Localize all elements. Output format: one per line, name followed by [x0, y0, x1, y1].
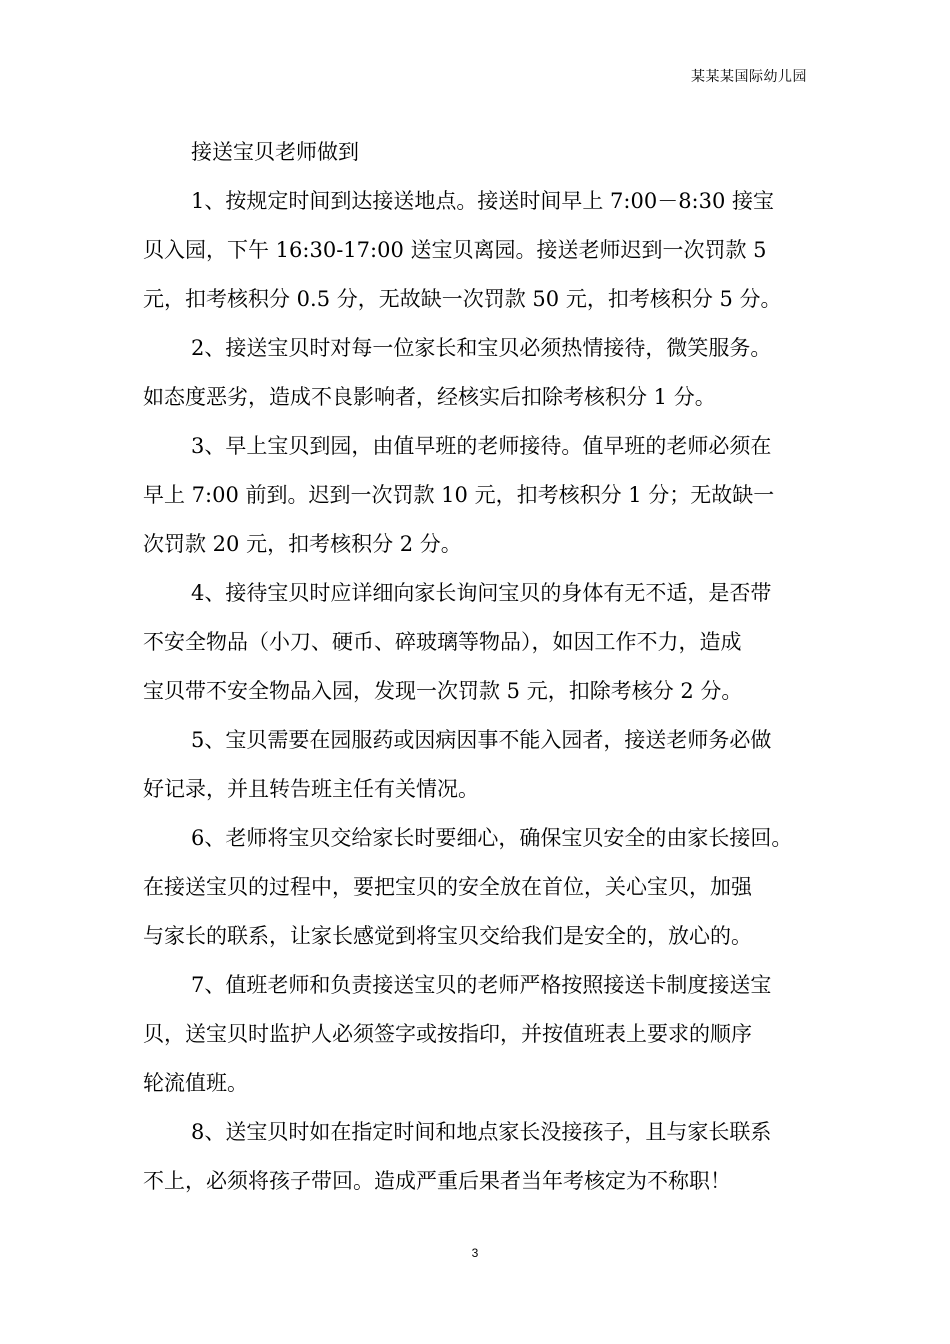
paragraph-line: 贝入园，下午 16:30-17:00 送宝贝离园。接送老师迟到一次罚款 5	[143, 238, 767, 262]
paragraph-line: 宝贝带不安全物品入园，发现一次罚款 5 元，扣除考核分 2 分。	[143, 679, 743, 703]
paragraph-6	[143, 818, 808, 965]
paragraph-line: 2、接送宝贝时对每一位家长和宝贝必须热情接待，微笑服务。	[191, 336, 772, 360]
paragraph-line: 不上，必须将孩子带回。造成严重后果者当年考核定为不称职！	[143, 1169, 731, 1193]
paragraph-line: 轮流值班。	[143, 1071, 248, 1095]
paragraph-5	[143, 720, 808, 818]
paragraph-1	[143, 181, 808, 328]
paragraph-line: 不安全物品（小刀、硬币、碎玻璃等物品），如因工作不力，造成	[143, 630, 742, 654]
paragraph-2	[143, 328, 808, 426]
paragraph-line: 3、早上宝贝到园，由值早班的老师接待。值早班的老师必须在	[191, 434, 772, 458]
header-rule	[143, 92, 807, 93]
paragraph-line: 在接送宝贝的过程中，要把宝贝的安全放在首位，关心宝贝，加强	[143, 875, 752, 899]
paragraph-line: 如态度恶劣，造成不良影响者，经核实后扣除考核积分 1 分。	[143, 385, 716, 409]
paragraph-line: 贝，送宝贝时监护人必须签字或按指印，并按值班表上要求的顺序	[143, 1022, 752, 1046]
section-title: 接送宝贝老师做到	[191, 140, 359, 164]
paragraph-line: 6、老师将宝贝交给家长时要细心，确保宝贝安全的由家长接回。	[191, 826, 793, 850]
page-header-org-name: 某某某国际幼儿园	[691, 69, 807, 85]
paragraph-3	[143, 426, 808, 573]
paragraph-line: 次罚款 20 元，扣考核积分 2 分。	[143, 532, 462, 556]
paragraph-8	[143, 1112, 808, 1210]
paragraph-line: 早上 7:00 前到。迟到一次罚款 10 元，扣考核积分 1 分；无故缺一	[143, 483, 775, 507]
paragraph-line: 元，扣考核积分 0.5 分，无故缺一次罚款 50 元，扣考核积分 5 分。	[143, 287, 782, 311]
paragraph-line: 7、值班老师和负责接送宝贝的老师严格按照接送卡制度接送宝	[191, 973, 772, 997]
paragraph-line: 1、按规定时间到达接送地点。接送时间早上 7:00－8:30 接宝	[191, 189, 775, 213]
paragraph-line: 5、宝贝需要在园服药或因病因事不能入园者，接送老师务必做	[191, 728, 772, 752]
paragraph-line: 8、送宝贝时如在指定时间和地点家长没接孩子，且与家长联系	[191, 1120, 772, 1144]
paragraph-line: 4、接待宝贝时应详细向家长询问宝贝的身体有无不适，是否带	[191, 581, 772, 605]
paragraph-line: 与家长的联系，让家长感觉到将宝贝交给我们是安全的，放心的。	[143, 924, 752, 948]
paragraph-line: 好记录，并且转告班主任有关情况。	[143, 777, 479, 801]
paragraph-4	[143, 573, 808, 720]
document-body	[143, 132, 808, 1210]
page-number: 3	[471, 1246, 479, 1260]
paragraph-7	[143, 965, 808, 1112]
